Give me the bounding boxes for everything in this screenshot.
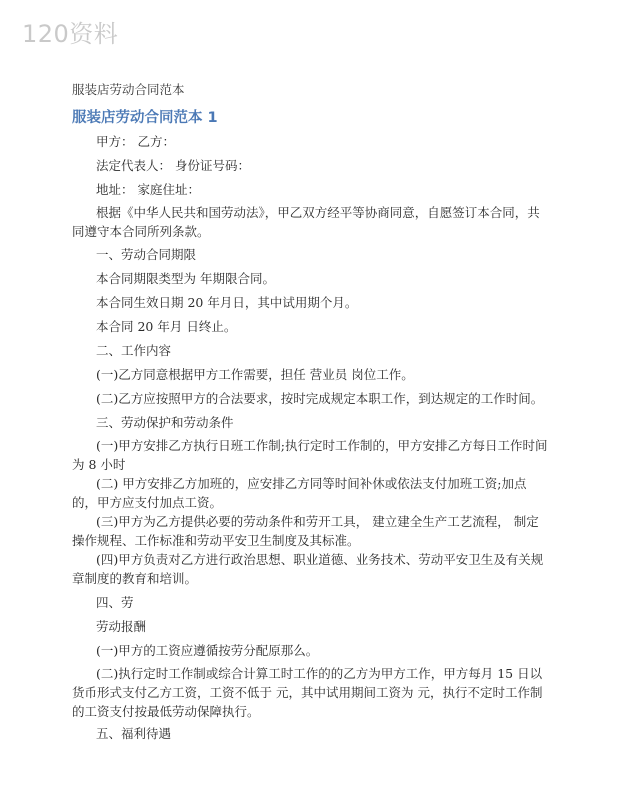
section-subheading: 劳动报酬 (96, 619, 147, 634)
clause-paragraph: (一)甲方安排乙方执行日班工作制;执行定时工作制的，甲方安排乙方每日工作时间为 8 小时 (72, 438, 548, 472)
section-heading: 二、工作内容 (96, 343, 172, 358)
clause-paragraph: (一)甲方的工资应遵循按劳分配原那么。 (96, 643, 319, 658)
address-line: 地址： 家庭住址： (96, 182, 200, 197)
section-heading: 五、福利待遇 (96, 726, 172, 741)
legal-rep-line: 法定代表人： 身份证号码： (96, 158, 250, 173)
section-heading: 四、劳 (96, 595, 134, 610)
clause-paragraph: (四)甲方负责对乙方进行政治思想、职业道德、业务技术、劳动平安卫生及有关规章制度的教育和培训。 (72, 552, 544, 586)
section-heading: 三、劳动保护和劳动条件 (96, 415, 234, 430)
clause-paragraph: 本合同 20 年月 日终止。 (96, 319, 237, 334)
preamble-paragraph: 根据《中华人民共和国劳动法》，甲乙双方经平等协商同意，自愿签订本合同，共同遵守本合同所列条款。 (72, 205, 540, 239)
clause-paragraph: 本合同期限类型为 年期限合同。 (96, 271, 275, 286)
clause-paragraph: (二)乙方应按照甲方的合法要求，按时完成规定本职工作，到达规定的工作时间。 (96, 391, 544, 406)
clause-paragraph: 本合同生效日期 20 年月日，其中试用期个月。 (96, 295, 358, 310)
section-heading: 一、劳动合同期限 (96, 247, 197, 262)
clause-paragraph: (二)执行定时工作制或综合计算工时工作的的乙方为甲方工作，甲方每月 15 日以货币形式支付乙方工资，工资不低于 元，其中试用期间工资为 元，执行不定时工作制的工资支付按最低劳动保障执行。 (72, 666, 543, 719)
document-label: 服装店劳动合同范本 (72, 82, 185, 97)
watermark-text: 120资料 (22, 20, 119, 48)
document-heading: 服装店劳动合同范本 1 (72, 110, 218, 126)
party-line: 甲方： 乙方： (96, 134, 175, 149)
clause-paragraph: (二) 甲方安排乙方加班的，应安排乙方同等时间补休或依法支付加班工资;加点的，甲方应支付加点工资。 (72, 476, 527, 510)
clause-paragraph: (三)甲方为乙方提供必要的劳动条件和劳开工具， 建立建全生产工艺流程， 制定操作规程、工作标准和劳动平安卫生制度及其标准。 (72, 514, 539, 548)
clause-paragraph: (一)乙方同意根据甲方工作需要，担任 营业员 岗位工作。 (96, 367, 414, 382)
